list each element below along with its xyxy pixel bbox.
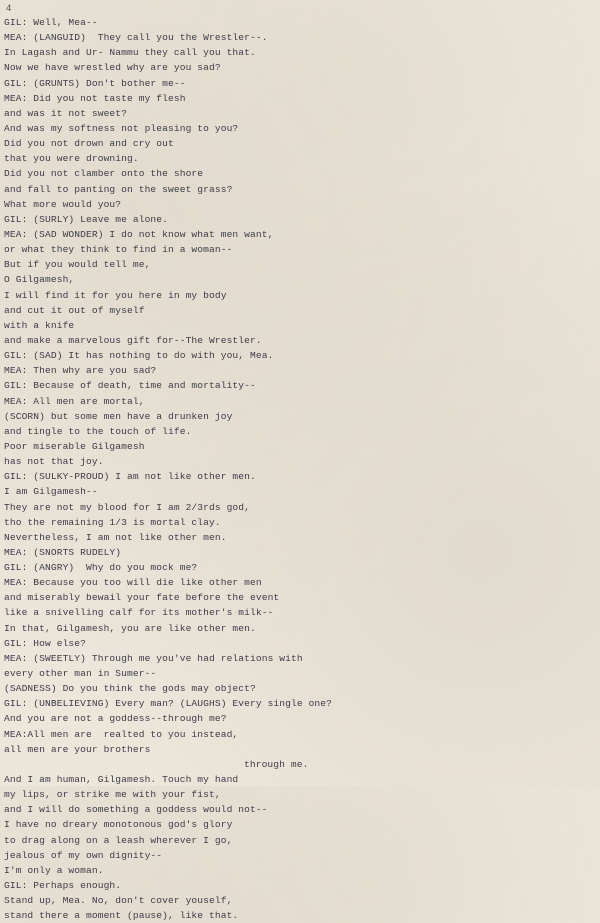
script-line: MEA: (SWEETLY) Through me you've had relations with	[4, 652, 303, 664]
script-line: MEA: Did you not taste my flesh	[4, 92, 186, 104]
script-line: and was it not sweet?	[4, 107, 128, 119]
script-line: What more would you?	[4, 198, 122, 210]
script-line: or what they think to find in a woman--	[4, 244, 233, 256]
script-line: And I am human, Gilgamesh. Touch my hand	[4, 774, 239, 786]
script-line: GIL: (SAD) It has nothing to do with you, Mea.	[4, 350, 274, 362]
script-line: and make a marvelous gift for--The Wrestler.	[4, 334, 262, 346]
script-line: MEA: (SNORTS RUDELY)	[4, 546, 122, 558]
script-line: and miserably bewail your fate before the event	[4, 592, 280, 604]
script-line: I'm only a woman.	[4, 864, 104, 876]
script-line: and cut it out of myself	[4, 304, 145, 316]
script-line: GIL: Perhaps enough.	[4, 880, 122, 892]
script-line: MEA: (SAD WONDER) I do not know what men want,	[4, 228, 274, 240]
script-line: O Gilgamesh,	[4, 274, 75, 286]
script-line: Now we have wrestled why are you sad?	[4, 62, 221, 74]
script-line: And was my softness not pleasing to you?	[4, 122, 239, 134]
script-line: to drag along on a leash wherever I go,	[4, 834, 233, 846]
script-line: (SADNESS) Do you think the gods may object?	[4, 683, 256, 695]
script-line: and tingle to the touch of life.	[4, 425, 192, 437]
script-line: MEA: (LANGUID) They call you the Wrestler--.	[4, 32, 268, 44]
script-line: In Lagash and Ur- Nammu they call you that.	[4, 47, 256, 59]
script-line: like a snivelling calf for its mother's milk--	[4, 607, 274, 619]
script-line: Poor miserable Gilgamesh	[4, 440, 145, 452]
script-line: my lips, or strike me with your fist,	[4, 789, 221, 801]
script-line: with a knife	[4, 319, 75, 331]
script-line: MEA: Then why are you sad?	[4, 365, 157, 377]
script-line: and fall to panting on the sweet grass?	[4, 183, 233, 195]
script-line: GIL: (SULKY-PROUD) I am not like other men.	[4, 471, 256, 483]
script-line: But if you would tell me,	[4, 259, 151, 271]
script-line: In that, Gilgamesh, you are like other men.	[4, 622, 256, 634]
script-line: GIL: (ANGRY) Why do you mock me?	[4, 562, 198, 574]
script-line: They are not my blood for I am 2/3rds god,	[4, 501, 251, 513]
script-line: I have no dreary monotonous god's glory	[4, 819, 233, 831]
script-line: GIL: Because of death, time and mortality--	[4, 380, 256, 392]
script-line: GIL: (UNBELIEVING) Every man? (LAUGHS) Every single one?	[4, 698, 333, 710]
script-line: stand there a moment (pause), like that.	[4, 910, 239, 922]
script-line: I am Gilgamesh--	[4, 486, 98, 498]
script-line: jealous of my own dignity--	[4, 849, 163, 861]
script-line: MEA:All men are realted to you instead,	[4, 728, 239, 740]
script-line: Did you not clamber onto the shore	[4, 168, 204, 180]
script-line: Stand up, Mea. No, don't cover youself,	[4, 895, 233, 907]
script-line: all men are your brothers	[4, 743, 151, 755]
script-line: GIL: How else?	[4, 637, 87, 649]
script-line: (SCORN) but some men have a drunken joy	[4, 410, 233, 422]
script-line: MEA: Because you too will die like other men	[4, 577, 262, 589]
script-line: has not that joy.	[4, 456, 104, 468]
script-line: Did you not drown and cry out	[4, 138, 174, 150]
script-line: MEA: All men are mortal,	[4, 395, 145, 407]
script-line: GIL: (GRUNTS) Don't bother me--	[4, 77, 186, 89]
script-line: GIL: (SURLY) Leave me alone.	[4, 213, 169, 225]
script-line: I will find it for you here in my body	[4, 289, 227, 301]
script-line: GIL: Well, Mea--	[4, 17, 98, 28]
script-text	[4, 15, 594, 923]
script-line: that you were drowning.	[4, 153, 139, 165]
script-line: through me.	[244, 758, 309, 770]
page-number: 4	[6, 4, 12, 14]
script-line: every other man in Sumer--	[4, 668, 157, 680]
script-line: tho the remaining 1/3 is mortal clay.	[4, 516, 221, 528]
script-line: And you are not a goddess--through me?	[4, 713, 227, 725]
script-line: and I will do something a goddess would not--	[4, 804, 268, 816]
script-line: Nevertheless, I am not like other men.	[4, 531, 227, 543]
